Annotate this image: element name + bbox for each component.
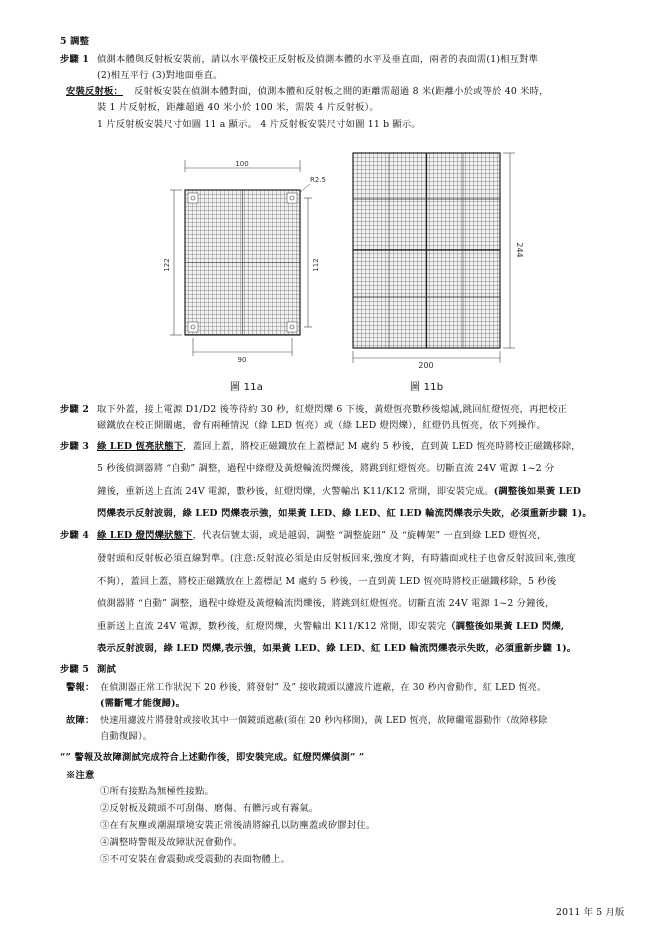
figure-11b-caption: 圖 11b xyxy=(410,382,444,393)
fig-b-dim-height: 244 xyxy=(515,242,524,258)
figure-11b-diagram xyxy=(345,145,524,370)
fig-b-dim-width: 200 xyxy=(418,361,434,370)
step2-label: 步驟 2 xyxy=(60,404,90,415)
step3-line2: 5 秒後偵測器將 “自動” 調整，過程中綠燈及黃燈輪流閃爍後，將跳到紅燈恆亮。切斷直流 24V 電源 1~2 分 xyxy=(97,463,555,474)
figure-11a-caption: 圖 11a xyxy=(230,382,264,393)
step1-line1: 偵測本體與反射板安裝前，請以水平儀校正反射板及偵測本體的水平及垂直面，兩者的表面需(1)相互對準 xyxy=(97,54,539,65)
step4-line5 xyxy=(97,621,564,633)
alarm-line1: 在偵測器正常工作狀況下 20 秒後，將發射” 及” 接收鏡頭以濾波片遮蔽，在 30 秒內會動作，紅 LED 恆亮。 xyxy=(100,683,547,693)
step5-label: 步驟 5 xyxy=(60,664,90,675)
step3-line3-plain: 鐘後，重新送上直流 24V 電源，數秒後，紅燈閃爍，火警輸出 K11/K12 常開，即安裝完成。 xyxy=(97,486,494,497)
step3-title: 綠 LED 恆亮狀態下 xyxy=(97,441,184,452)
install-line2: 裝 1 片反射板，距離超過 40 米小於 100 米，需裝 4 片反射板）。 xyxy=(97,102,379,113)
step3-line4: 閃爍表示反射波弱，綠 LED 閃爍表示強，如果黃 LED、綠 LED、紅 LED 輪流閃爍表示失敗，必須重新步驟 1)。 xyxy=(97,508,592,519)
step3-line1 xyxy=(97,441,581,453)
note-item: ④調整時警報及故障狀況會動作。 xyxy=(100,837,243,848)
step3-label: 步驟 3 xyxy=(60,441,90,452)
step2-line2: 磁鐵放在校正開關處，會有兩種情況（綠 LED 恆亮）或（綠 LED 燈閃爍），紅燈仍具恆亮，依下列操作。 xyxy=(97,420,546,431)
step4-line2: 發射頭和反射板必須直線對準。(注意:反射波必須是由反射板回來,強度才夠，有時牆面或柱子也會反射波回來,強度 xyxy=(97,553,576,564)
step1-line2: (2)相互平行 (3)對地面垂直。 xyxy=(97,70,223,81)
alarm-label: 警報： xyxy=(66,682,95,693)
step1-label: 步驟 1 xyxy=(60,54,90,65)
install-reflector-label: 安裝反射板： xyxy=(66,86,123,97)
step3-line3-bold: (調整後如果黃 LED xyxy=(493,486,582,497)
fig-a-dim-bottom: 90 xyxy=(237,356,247,364)
note-item: ③在有灰塵或潮濕環境安裝正常後請將線孔以防塵蓋或矽膠封住。 xyxy=(100,820,376,831)
install-line3: 1 片反射板安裝尺寸如圖 11 a 顯示。 4 片反射板安裝尺寸如圖 11 b 顯示。 xyxy=(97,119,421,130)
step4-title: 綠 LED 燈閃爍狀態下 xyxy=(97,530,193,541)
fig-a-dim-height-outer: 122 xyxy=(163,258,171,272)
step5-title: 測試 xyxy=(97,664,116,675)
step4-line1-rest: ，代表信號太弱，或是越弱，調整 “調整旋鈕” 及 “旋轉架” 一直到綠 LED 燈恆亮, xyxy=(192,530,541,541)
note-item: ⑤不可安裝在會震動或受震動的表面物體上。 xyxy=(100,854,290,865)
step4-line3: 不夠），蓋回上蓋，將校正磁鐵放在上蓋標記 M 處約 5 秒後，一直到黃 LED 恆亮時將校正磁鐵移除，5 秒後 xyxy=(97,576,557,587)
notes-title: ※注意 xyxy=(66,770,95,781)
note-item: ②反射板及鏡頭不可刮傷、磨傷、有髒污或有霧氣。 xyxy=(100,803,319,814)
figure-11a-diagram xyxy=(160,150,335,375)
fault-label: 故障： xyxy=(66,715,95,726)
step4-label: 步驟 4 xyxy=(60,530,90,541)
fault-line1: 快速用濾波片將發射或接收其中一個鏡頭遮蔽(須在 20 秒內移開)，黃 LED 恆亮，故障繼電器動作（故障移除 xyxy=(100,716,548,726)
fig-a-dim-height-inner: 112 xyxy=(312,258,320,272)
step4-line5-bold: （調整後如果黃 LED 閃爍, xyxy=(446,621,565,632)
step2-line1: 取下外蓋，接上電源 D1/D2 後等待約 30 秒，紅燈閃爍 6 下後，黃燈恆亮數秒後熄滅,跳回紅燈恆亮，再把校正 xyxy=(97,404,568,415)
step4-line1 xyxy=(97,530,540,542)
section-title: 5 調整 xyxy=(60,36,90,47)
step4-line5-plain: 重新送上直流 24V 電源，數秒後，紅燈閃爍，火警輸出 K11/K12 常開，即安裝完 xyxy=(97,621,447,632)
footer-date: 2011 年 5 月版 xyxy=(556,907,625,918)
fig-a-dim-width: 100 xyxy=(235,160,249,168)
note-item: ①所有接點為無極性接點。 xyxy=(100,786,214,797)
step4-line6: 表示反射波弱，綠 LED 閃爍,表示強，如果黃 LED、綠 LED、紅 LED 輪流閃爍表示失敗，必須重新步驟 1)。 xyxy=(97,643,577,654)
install-line1: 反射板安裝在偵測本體對面，偵測本體和反射板之間的距離需超過 8 米(距離小於或等於 40 米時， xyxy=(134,86,549,97)
step3-line1-rest: ，蓋回上蓋，將校正磁鐵放在上蓋標記 M 處約 5 秒後，直到黃 LED 恆亮時將校正磁鐵移除， xyxy=(183,441,581,452)
step3-line3 xyxy=(97,486,581,498)
alarm-line2: (需斷電才能復歸)。 xyxy=(100,698,186,709)
completion-note: “” 警報及故障測試完成符合上述動作後，即安裝完成。紅燈閃爍偵測” ” xyxy=(60,752,365,763)
fig-a-dim-radius: R2.5 xyxy=(310,176,326,184)
step4-line4: 偵測器將 “自動” 調整，過程中綠燈及黃燈輪流閃爍後，將跳到紅燈恆亮。切斷直流 24V 電源 1~2 分鐘後， xyxy=(97,598,555,609)
fault-line2: 自動復歸）。 xyxy=(100,731,153,742)
